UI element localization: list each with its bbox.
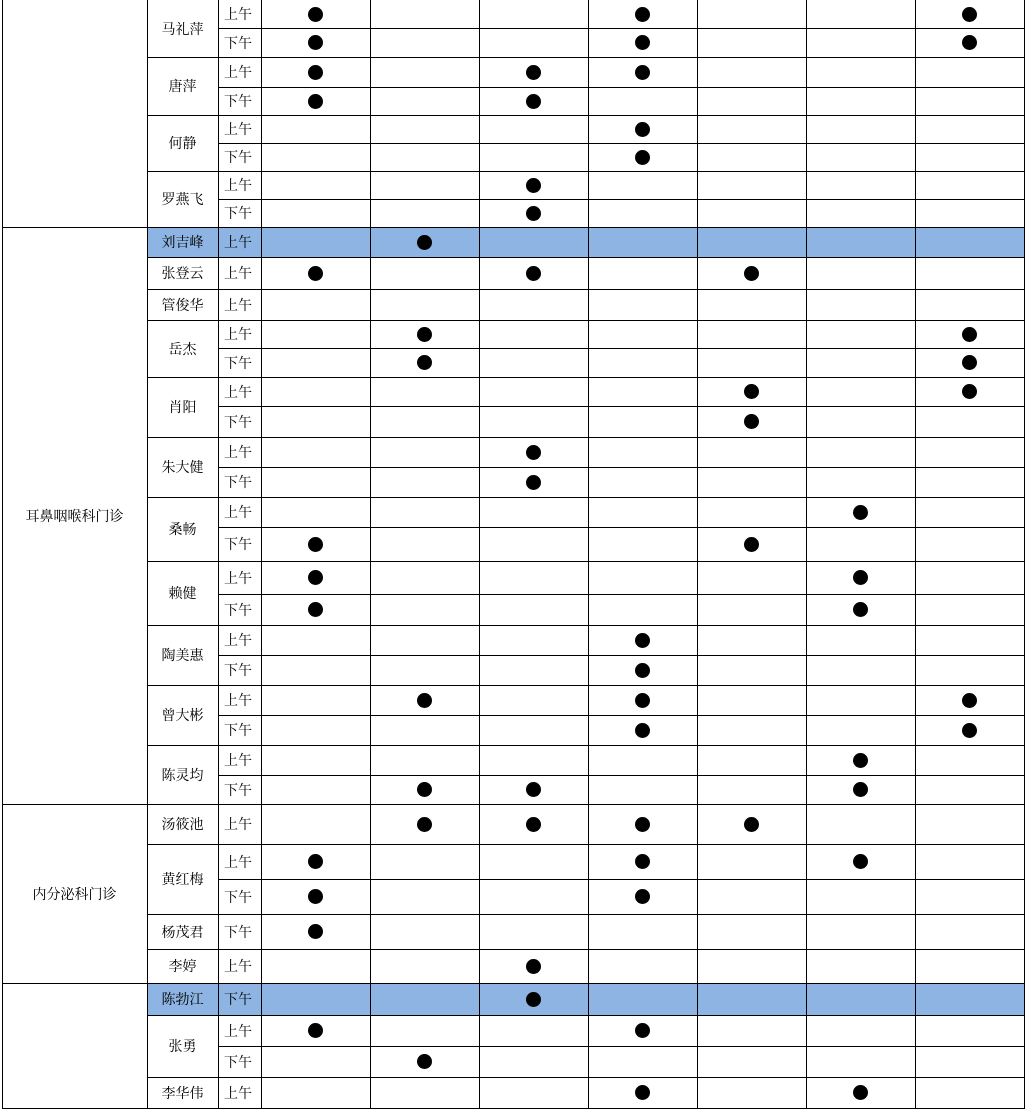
clinic-mark-dot: [308, 35, 323, 50]
session-label: 下午: [224, 206, 252, 222]
grid-line-horizontal: [147, 914, 1025, 915]
clinic-mark-dot: [308, 924, 323, 939]
doctor-name: 曾大彬: [161, 708, 204, 724]
grid-line-horizontal: [2, 227, 1025, 228]
grid-line-horizontal: [218, 348, 1025, 349]
doctor-name: 陶美惠: [161, 648, 204, 664]
grid-line-vertical: [697, 0, 698, 1108]
clinic-mark-dot: [526, 817, 541, 832]
clinic-mark-dot: [308, 94, 323, 109]
doctor-name: 岳杰: [168, 341, 197, 358]
doctor-name: 张勇: [168, 1039, 197, 1055]
grid-line-vertical: [1024, 0, 1025, 1108]
grid-line-horizontal: [147, 57, 1025, 58]
clinic-mark-dot: [308, 266, 323, 281]
doctor-name: 朱大健: [161, 460, 204, 476]
clinic-mark-dot: [853, 602, 868, 617]
session-label: 上午: [224, 633, 252, 649]
grid-line-vertical: [261, 0, 262, 1108]
session-label: 上午: [224, 235, 252, 251]
doctor-name: 张登云: [161, 266, 204, 282]
grid-line-horizontal: [147, 497, 1025, 498]
grid-line-horizontal: [218, 527, 1025, 528]
session-label: 上午: [224, 570, 252, 587]
clinic-mark-dot: [853, 753, 868, 768]
session-label: 上午: [224, 297, 252, 314]
clinic-mark-dot: [853, 505, 868, 520]
grid-line-horizontal: [147, 289, 1025, 290]
clinic-mark-dot: [962, 35, 977, 50]
clinic-mark-dot: [635, 633, 650, 648]
grid-line-horizontal: [218, 1046, 1025, 1047]
session-label: 上午: [224, 327, 252, 343]
grid-line-horizontal: [218, 594, 1025, 595]
session-label: 上午: [224, 817, 252, 833]
clinic-mark-dot: [526, 94, 541, 109]
grid-line-horizontal: [147, 115, 1025, 116]
session-label: 下午: [224, 723, 252, 739]
clinic-mark-dot: [744, 266, 759, 281]
clinic-mark-dot: [635, 854, 650, 869]
session-label: 下午: [224, 35, 252, 52]
session-label: 上午: [224, 445, 252, 461]
clinic-mark-dot: [962, 327, 977, 342]
clinic-mark-dot: [962, 7, 977, 22]
clinic-mark-dot: [308, 65, 323, 80]
session-label: 上午: [224, 122, 252, 138]
session-label: 上午: [224, 1023, 252, 1040]
session-label: 上午: [224, 266, 252, 282]
grid-line-vertical: [588, 0, 589, 1108]
clinic-mark-dot: [526, 782, 541, 797]
clinic-mark-dot: [308, 570, 323, 585]
session-label: 下午: [224, 94, 252, 110]
grid-line-horizontal: [147, 685, 1025, 686]
clinic-mark-dot: [635, 693, 650, 708]
grid-line-horizontal: [218, 655, 1025, 656]
grid-line-horizontal: [147, 1015, 1025, 1016]
grid-line-horizontal: [218, 28, 1025, 29]
grid-line-horizontal: [218, 406, 1025, 407]
grid-line-horizontal: [218, 87, 1025, 88]
grid-line-horizontal: [218, 715, 1025, 716]
clinic-mark-dot: [308, 889, 323, 904]
doctor-name: 汤筱池: [161, 817, 204, 833]
grid-line-horizontal: [147, 257, 1025, 258]
doctor-name: 何静: [168, 136, 197, 152]
department-name: [2, 0, 147, 227]
clinic-mark-dot: [308, 854, 323, 869]
session-label: 上午: [224, 178, 252, 194]
grid-line-horizontal: [218, 467, 1025, 468]
grid-line-horizontal: [147, 377, 1025, 378]
grid-line-vertical: [479, 0, 480, 1108]
clinic-mark-dot: [962, 384, 977, 399]
grid-line-horizontal: [147, 745, 1025, 746]
session-label: 下午: [224, 889, 252, 906]
grid-line-horizontal: [2, 804, 1025, 805]
grid-line-vertical: [806, 0, 807, 1108]
clinic-mark-dot: [853, 854, 868, 869]
clinic-mark-dot: [417, 327, 432, 342]
session-label: 下午: [224, 992, 252, 1008]
doctor-name: 黄红梅: [161, 872, 204, 888]
session-label: 上午: [224, 65, 252, 81]
department-name: [2, 983, 147, 1108]
clinic-mark-dot: [417, 693, 432, 708]
clinic-mark-dot: [635, 65, 650, 80]
doctor-name: 管俊华: [161, 297, 204, 314]
clinic-mark-dot: [308, 602, 323, 617]
clinic-mark-dot: [526, 475, 541, 490]
doctor-name: 李婷: [168, 959, 197, 975]
grid-line-vertical: [2, 0, 3, 1108]
clinic-mark-dot: [962, 693, 977, 708]
session-label: 下午: [224, 414, 252, 431]
grid-line-vertical: [915, 0, 916, 1108]
grid-line-horizontal: [147, 1077, 1025, 1078]
doctor-name: 赖健: [168, 586, 197, 602]
grid-line-horizontal: [2, 1108, 1025, 1109]
clinic-mark-dot: [308, 1023, 323, 1038]
clinic-mark-dot: [635, 889, 650, 904]
clinic-mark-dot: [635, 122, 650, 137]
clinic-mark-dot: [417, 782, 432, 797]
clinic-mark-dot: [308, 537, 323, 552]
clinic-mark-dot: [635, 1023, 650, 1038]
clinic-mark-dot: [635, 35, 650, 50]
clinic-mark-dot: [962, 355, 977, 370]
session-label: 下午: [224, 782, 252, 799]
clinic-mark-dot: [417, 1054, 432, 1069]
session-label: 上午: [224, 854, 252, 871]
doctor-name: 陈勃江: [161, 992, 204, 1008]
session-label: 上午: [224, 693, 252, 709]
clinic-mark-dot: [308, 7, 323, 22]
clinic-mark-dot: [526, 992, 541, 1007]
session-label: 下午: [224, 924, 252, 941]
grid-line-horizontal: [147, 625, 1025, 626]
clinic-mark-dot: [526, 65, 541, 80]
session-label: 上午: [224, 753, 252, 769]
grid-line-horizontal: [218, 879, 1025, 880]
doctor-name: 李华伟: [161, 1085, 204, 1102]
clinic-mark-dot: [744, 817, 759, 832]
clinic-mark-dot: [526, 206, 541, 221]
highlight-row: [147, 983, 1024, 1015]
grid-line-vertical: [370, 0, 371, 1108]
clinic-mark-dot: [526, 178, 541, 193]
session-label: 上午: [224, 1085, 252, 1102]
doctor-name: 唐萍: [168, 79, 197, 95]
doctor-name: 马礼萍: [161, 21, 204, 38]
grid-line-horizontal: [218, 143, 1025, 144]
session-label: 上午: [224, 384, 252, 401]
session-label: 上午: [224, 505, 252, 521]
doctor-name: 刘吉峰: [161, 235, 204, 251]
grid-line-horizontal: [147, 949, 1025, 950]
clinic-mark-dot: [853, 782, 868, 797]
doctor-name: 陈灵均: [161, 767, 204, 784]
session-label: 下午: [224, 1054, 252, 1071]
session-label: 下午: [224, 602, 252, 619]
grid-line-horizontal: [147, 171, 1025, 172]
doctor-name: 肖阳: [168, 400, 197, 416]
session-label: 下午: [224, 663, 252, 679]
session-label: 下午: [224, 150, 252, 166]
session-label: 上午: [224, 959, 252, 975]
clinic-mark-dot: [853, 570, 868, 585]
doctor-name: 杨茂君: [161, 924, 204, 941]
clinic-mark-dot: [526, 959, 541, 974]
grid-line-vertical: [147, 0, 148, 1108]
department-name: 耳鼻咽喉科门诊: [25, 508, 124, 525]
grid-line-horizontal: [218, 199, 1025, 200]
clinic-mark-dot: [635, 150, 650, 165]
clinic-mark-dot: [744, 414, 759, 429]
clinic-mark-dot: [635, 723, 650, 738]
grid-line-horizontal: [147, 561, 1025, 562]
grid-line-vertical: [218, 0, 219, 1108]
department-name: 内分泌科门诊: [32, 886, 117, 903]
clinic-mark-dot: [635, 7, 650, 22]
highlight-row: [147, 227, 1024, 257]
session-label: 下午: [224, 475, 252, 491]
clinic-mark-dot: [962, 723, 977, 738]
clinic-mark-dot: [635, 1085, 650, 1100]
grid-line-horizontal: [147, 437, 1025, 438]
clinic-mark-dot: [417, 355, 432, 370]
clinic-mark-dot: [744, 384, 759, 399]
clinic-mark-dot: [526, 266, 541, 281]
session-label: 上午: [224, 7, 252, 23]
clinic-mark-dot: [635, 663, 650, 678]
clinic-mark-dot: [635, 817, 650, 832]
clinic-mark-dot: [744, 537, 759, 552]
grid-line-horizontal: [147, 320, 1025, 321]
clinic-mark-dot: [526, 445, 541, 460]
doctor-name: 桑畅: [168, 522, 197, 538]
doctor-name: 罗燕飞: [161, 192, 204, 208]
clinic-mark-dot: [417, 235, 432, 250]
session-label: 下午: [224, 537, 252, 553]
grid-line-horizontal: [2, 983, 1025, 984]
grid-line-horizontal: [218, 775, 1025, 776]
clinic-mark-dot: [417, 817, 432, 832]
grid-line-horizontal: [147, 844, 1025, 845]
session-label: 下午: [224, 355, 252, 372]
clinic-mark-dot: [853, 1085, 868, 1100]
